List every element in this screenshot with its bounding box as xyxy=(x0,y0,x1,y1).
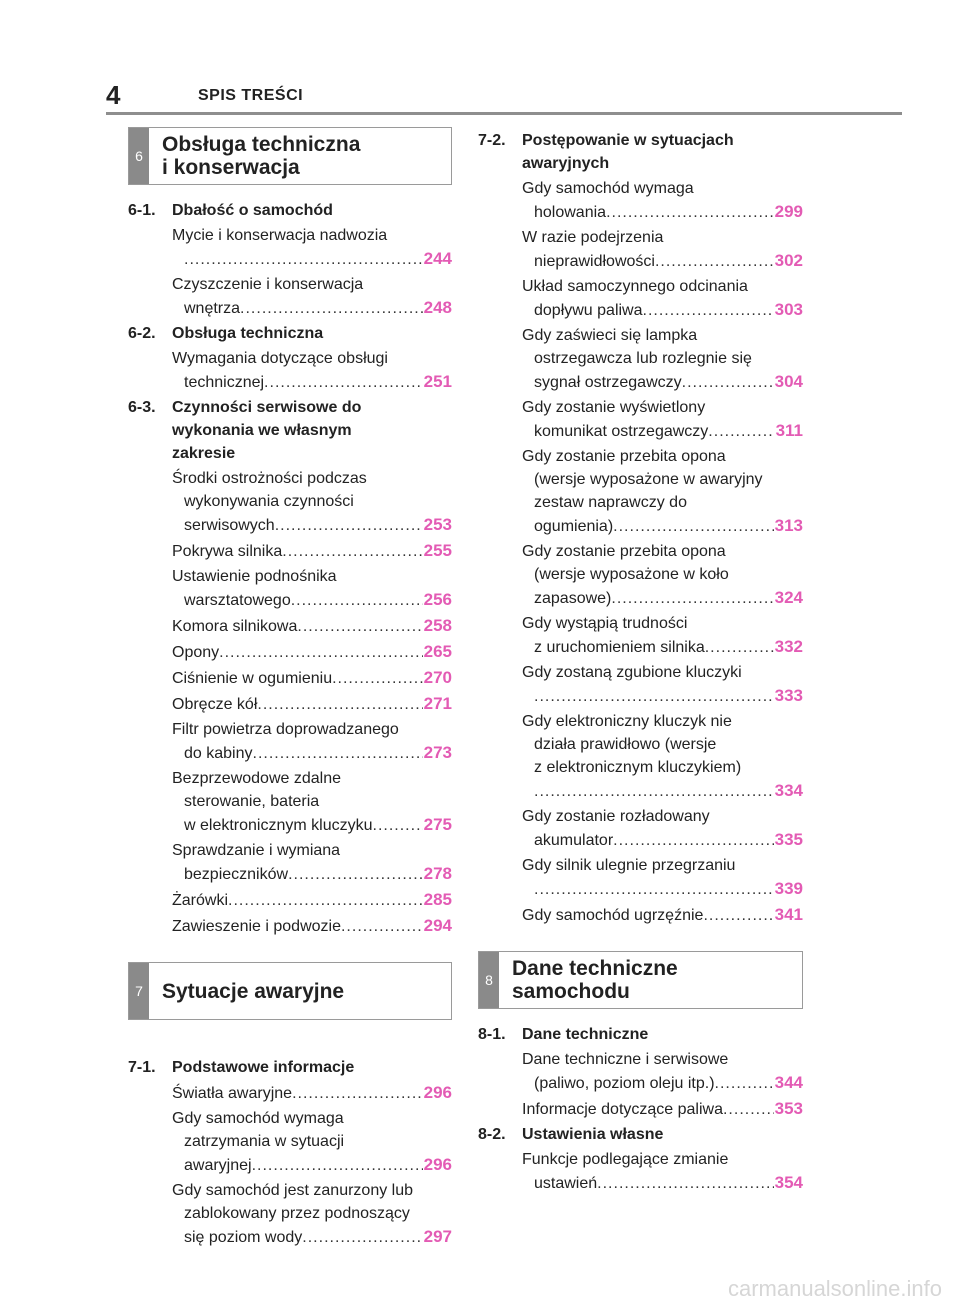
dot-leader xyxy=(228,889,423,912)
entry-text: zablokowany przez podnoszący xyxy=(184,1205,410,1222)
entry-text: Ciśnienie w ogumieniu xyxy=(172,670,333,687)
entry-text: Gdy samochód wymaga xyxy=(172,1110,344,1127)
entry-text: Gdy zaświeci się lampka xyxy=(522,327,698,344)
page-ref[interactable]: 294 xyxy=(423,916,452,935)
section-8-header[interactable] xyxy=(478,951,803,1009)
toc-entry[interactable] xyxy=(522,612,803,659)
dot-leader xyxy=(606,201,774,224)
entry-text: Gdy samochód wymaga xyxy=(522,180,694,197)
chapter-number: 7-2. xyxy=(478,132,506,149)
dot-leader xyxy=(534,685,774,708)
entry-text: Czyszczenie i konserwacja xyxy=(172,276,364,293)
section-7-tab: 7 xyxy=(129,963,149,1019)
dot-leader xyxy=(341,915,423,938)
dot-leader xyxy=(297,615,422,638)
entry-text: Gdy samochód jest zanurzony lub xyxy=(172,1182,414,1199)
section-7-title: Sytuacje awaryjne xyxy=(162,979,345,1003)
entry-text: Żarówki xyxy=(172,892,229,909)
page-ref[interactable]: 296 xyxy=(423,1155,452,1174)
toc-entry[interactable] xyxy=(522,854,803,901)
entry-text: sterowanie, bateria xyxy=(184,793,320,810)
page-ref[interactable]: 333 xyxy=(774,686,803,705)
chapter-title: Ustawienia własne xyxy=(522,1126,664,1143)
section-8-title-line: Dane techniczne xyxy=(512,957,678,980)
page-ref[interactable]: 313 xyxy=(774,516,803,535)
chapter-title: Podstawowe informacje xyxy=(172,1059,355,1076)
entry-text: Układ samoczynnego odcinania xyxy=(522,278,748,295)
dot-leader xyxy=(611,587,773,610)
dot-leader xyxy=(705,636,774,659)
entry-text: akumulator xyxy=(534,832,614,849)
toc-entry[interactable] xyxy=(172,539,452,563)
entry-text: Ustawienie podnośnika xyxy=(172,568,337,585)
toc-entry[interactable] xyxy=(172,614,452,638)
right-column xyxy=(478,127,803,1197)
page-ref[interactable]: 311 xyxy=(775,421,803,440)
page-ref[interactable]: 244 xyxy=(423,249,452,268)
section-8-title-line: samochodu xyxy=(512,980,630,1003)
page-ref[interactable]: 297 xyxy=(423,1227,452,1246)
entry-text: technicznej xyxy=(184,374,265,391)
section-7-header[interactable] xyxy=(128,962,452,1020)
page-ref[interactable]: 332 xyxy=(774,637,803,656)
dot-leader xyxy=(302,1226,422,1249)
entry-text: ostrzegawcza lub rozlegnie się xyxy=(534,350,752,367)
dot-leader xyxy=(715,1072,774,1095)
page-ref[interactable]: 354 xyxy=(774,1173,803,1192)
header-divider xyxy=(106,112,902,115)
chapter-6-1[interactable] xyxy=(128,199,452,222)
page-ref[interactable]: 334 xyxy=(774,781,803,800)
entry-text: Filtr powietrza doprowadzanego xyxy=(172,721,399,738)
chapter-title-line: Postępowanie w sytuacjach xyxy=(522,132,734,149)
dot-leader xyxy=(682,371,774,394)
section-6-header[interactable] xyxy=(128,127,452,185)
dot-leader xyxy=(219,641,422,664)
entry-text: Pokrywa silnika xyxy=(172,543,283,560)
entry-text: Opony xyxy=(172,644,220,661)
toc-entry[interactable] xyxy=(172,1107,452,1177)
dot-leader xyxy=(708,420,774,443)
entry-text: Komora silnikowa xyxy=(172,618,298,635)
toc-entry[interactable] xyxy=(522,903,803,927)
entry-text: Mycie i konserwacja nadwozia xyxy=(172,227,388,244)
section-6-title-line: Obsługa techniczna xyxy=(162,133,361,156)
entry-text: Gdy wystąpią trudności xyxy=(522,615,688,632)
entry-text: dopływu paliwa xyxy=(534,302,643,319)
entry-text: Gdy zostaną zgubione kluczyki xyxy=(522,664,742,681)
chapter-title: Dane techniczne xyxy=(522,1026,649,1043)
chapter-title xyxy=(522,129,803,175)
entry-text: Funkcje podlegające zmianie xyxy=(522,1151,729,1168)
entry-text: Informacje dotyczące paliwa xyxy=(522,1101,723,1118)
chapter-number: 6-2. xyxy=(128,325,156,342)
page-ref[interactable]: 324 xyxy=(774,588,803,607)
entry-text: Gdy zostanie rozładowany xyxy=(522,808,710,825)
chapter-title: Dbałość o samochód xyxy=(172,202,333,219)
toc-entry[interactable] xyxy=(172,914,452,938)
entry-text: w elektronicznym kluczyku xyxy=(184,817,373,834)
toc-entry[interactable] xyxy=(172,888,452,912)
entry-text: Światła awaryjne xyxy=(172,1085,293,1102)
section-6-title-line: i konserwacja xyxy=(162,156,300,179)
dot-leader xyxy=(275,514,423,537)
entry-text: ogumienia) xyxy=(534,518,614,535)
dot-leader xyxy=(534,780,774,803)
chapter-number: 7-1. xyxy=(128,1059,156,1076)
entry-text: Sprawdzanie i wymiana xyxy=(172,842,341,859)
entry-text: z uruchomieniem silnika xyxy=(534,639,705,656)
entry-text: zapasowe) xyxy=(534,590,612,607)
chapter-title-line: zakresie xyxy=(172,445,236,462)
page-ref[interactable]: 302 xyxy=(774,251,803,270)
entry-text: nieprawidłowości xyxy=(534,253,655,270)
dot-leader xyxy=(257,693,422,716)
toc-entry[interactable] xyxy=(522,661,803,708)
page-ref[interactable]: 275 xyxy=(423,815,452,834)
page-ref[interactable]: 265 xyxy=(423,642,452,661)
page-ref[interactable]: 296 xyxy=(423,1083,452,1102)
toc-entry[interactable] xyxy=(522,540,803,610)
entry-text: Gdy zostanie wyświetlony xyxy=(522,399,706,416)
entry-text: bezpieczników xyxy=(184,866,289,883)
chapter-title-line: awaryjnych xyxy=(522,155,610,172)
entry-text: Gdy zostanie przebita opona xyxy=(522,448,726,465)
page-ref[interactable]: 255 xyxy=(423,541,452,560)
watermark: carmanualsonline.info xyxy=(727,1276,942,1301)
page-ref[interactable]: 270 xyxy=(423,668,452,687)
toc-entry[interactable] xyxy=(172,718,452,765)
toc-entry[interactable] xyxy=(522,1048,803,1095)
toc-entry[interactable] xyxy=(172,565,452,612)
dot-leader xyxy=(643,299,774,322)
page-ref[interactable]: 353 xyxy=(774,1099,803,1118)
dot-leader xyxy=(264,371,423,394)
entry-text: się poziom wody xyxy=(184,1229,303,1246)
section-8-tab: 8 xyxy=(479,952,499,1008)
entry-text: awaryjnej xyxy=(184,1157,252,1174)
dot-leader xyxy=(291,589,423,612)
toc-entry[interactable] xyxy=(522,1148,803,1195)
page-header xyxy=(106,80,906,116)
page-title: SPIS TREŚCI xyxy=(198,87,304,104)
entry-text: warsztatowego xyxy=(184,592,291,609)
entry-text: Bezprzewodowe zdalne xyxy=(172,770,341,787)
chapter-7-1[interactable] xyxy=(128,1056,452,1079)
dot-leader xyxy=(723,1098,774,1121)
entry-text: zatrzymania w sytuacji xyxy=(184,1133,345,1150)
page-ref[interactable]: 339 xyxy=(774,879,803,898)
chapter-number: 6-3. xyxy=(128,399,156,416)
dot-leader xyxy=(292,1082,423,1105)
entry-text: Gdy zostanie przebita opona xyxy=(522,543,726,560)
toc-entry[interactable] xyxy=(172,273,452,320)
page-ref[interactable]: 253 xyxy=(423,515,452,534)
chapter-title-line: Czynności serwisowe do xyxy=(172,399,362,416)
entry-text: wykonywania czynności xyxy=(184,493,354,510)
entry-text: wnętrza xyxy=(184,300,241,317)
toc-entry[interactable] xyxy=(522,275,803,322)
entry-text: Gdy samochód ugrzęźnie xyxy=(522,907,704,924)
page-ref[interactable]: 304 xyxy=(774,372,803,391)
entry-text: zestaw naprawczy do xyxy=(534,494,687,511)
entry-text: holowania xyxy=(534,204,607,221)
dot-leader xyxy=(184,248,423,271)
page-ref[interactable]: 251 xyxy=(423,372,452,391)
section-6-title xyxy=(149,133,360,179)
page-ref[interactable]: 299 xyxy=(774,202,803,221)
chapter-title-line: wykonania we własnym xyxy=(172,422,352,439)
entry-text: (wersje wyposażone w koło xyxy=(534,566,729,583)
toc-entry[interactable] xyxy=(522,396,803,443)
toc-entry[interactable] xyxy=(522,710,803,803)
chapter-7-2[interactable] xyxy=(478,129,803,175)
entry-text: komunikat ostrzegawczy xyxy=(534,423,709,440)
entry-text: Obręcze kół xyxy=(172,696,258,713)
entry-text: sygnał ostrzegawczy xyxy=(534,374,682,391)
chapter-6-2[interactable] xyxy=(128,322,452,345)
toc-entry[interactable] xyxy=(172,692,452,716)
toc-entry[interactable] xyxy=(522,805,803,852)
left-column xyxy=(128,127,452,1251)
dot-leader xyxy=(534,878,774,901)
entry-text: Wymagania dotyczące obsługi xyxy=(172,350,388,367)
page-ref[interactable]: 285 xyxy=(423,890,452,909)
page-ref[interactable]: 271 xyxy=(423,694,452,713)
dot-leader xyxy=(288,863,423,886)
section-6-tab: 6 xyxy=(129,128,149,184)
page-ref[interactable]: 258 xyxy=(423,616,452,635)
entry-text: serwisowych xyxy=(184,517,275,534)
entry-text: (paliwo, poziom oleju itp.) xyxy=(534,1075,715,1092)
entry-text: działa prawidłowo (wersje xyxy=(534,736,717,753)
entry-text: z elektronicznym kluczykiem) xyxy=(534,759,742,776)
entry-text: Dane techniczne i serwisowe xyxy=(522,1051,729,1068)
toc-entry[interactable] xyxy=(172,767,452,837)
toc-entry[interactable] xyxy=(522,226,803,273)
dot-leader xyxy=(282,540,422,563)
toc-entry[interactable] xyxy=(522,1097,803,1121)
dot-leader xyxy=(655,250,774,273)
entry-text: Gdy silnik ulegnie przegrzaniu xyxy=(522,857,736,874)
toc-entry[interactable] xyxy=(172,1081,452,1105)
page-ref[interactable]: 256 xyxy=(423,590,452,609)
section-8-title xyxy=(499,957,678,1003)
entry-text: ustawień xyxy=(534,1175,598,1192)
chapter-title xyxy=(172,396,452,465)
dot-leader xyxy=(703,904,773,927)
dot-leader xyxy=(373,814,423,837)
page-ref[interactable]: 248 xyxy=(423,298,452,317)
toc-entry[interactable] xyxy=(522,177,803,224)
dot-leader xyxy=(597,1172,773,1195)
dot-leader xyxy=(240,297,423,320)
page-ref[interactable]: 341 xyxy=(774,905,803,924)
entry-text: Zawieszenie i podwozie xyxy=(172,918,341,935)
toc-entry[interactable] xyxy=(172,347,452,394)
entry-text: W razie podejrzenia xyxy=(522,229,664,246)
page-ref[interactable]: 344 xyxy=(774,1073,803,1092)
toc-entry[interactable] xyxy=(172,640,452,664)
chapter-number: 8-1. xyxy=(478,1026,506,1043)
chapter-number: 8-2. xyxy=(478,1126,506,1143)
toc-entry[interactable] xyxy=(522,445,803,538)
page-ref[interactable]: 303 xyxy=(774,300,803,319)
chapter-8-2[interactable] xyxy=(478,1123,803,1146)
page-ref[interactable]: 278 xyxy=(423,864,452,883)
page-ref[interactable]: 273 xyxy=(423,743,452,762)
toc-entry[interactable] xyxy=(172,467,452,537)
chapter-title: Obsługa techniczna xyxy=(172,325,324,342)
toc-entry[interactable] xyxy=(172,1179,452,1249)
chapter-6-3[interactable] xyxy=(128,396,452,465)
entry-text: (wersje wyposażone w awaryjny xyxy=(534,471,763,488)
chapter-number: 6-1. xyxy=(128,202,156,219)
dot-leader xyxy=(253,742,423,765)
toc-entry[interactable] xyxy=(172,839,452,886)
page-ref[interactable]: 335 xyxy=(774,830,803,849)
dot-leader xyxy=(252,1154,423,1177)
toc-entry[interactable] xyxy=(172,666,452,690)
dot-leader xyxy=(613,515,773,538)
entry-text: do kabiny xyxy=(184,745,253,762)
entry-text: Gdy elektroniczny kluczyk nie xyxy=(522,713,732,730)
dot-leader xyxy=(332,667,423,690)
dot-leader xyxy=(613,829,773,852)
chapter-8-1[interactable] xyxy=(478,1023,803,1046)
page-number: 4 xyxy=(106,80,121,110)
toc-entry[interactable] xyxy=(522,324,803,394)
entry-text: Środki ostrożności podczas xyxy=(172,470,367,487)
toc-entry[interactable] xyxy=(172,224,452,271)
